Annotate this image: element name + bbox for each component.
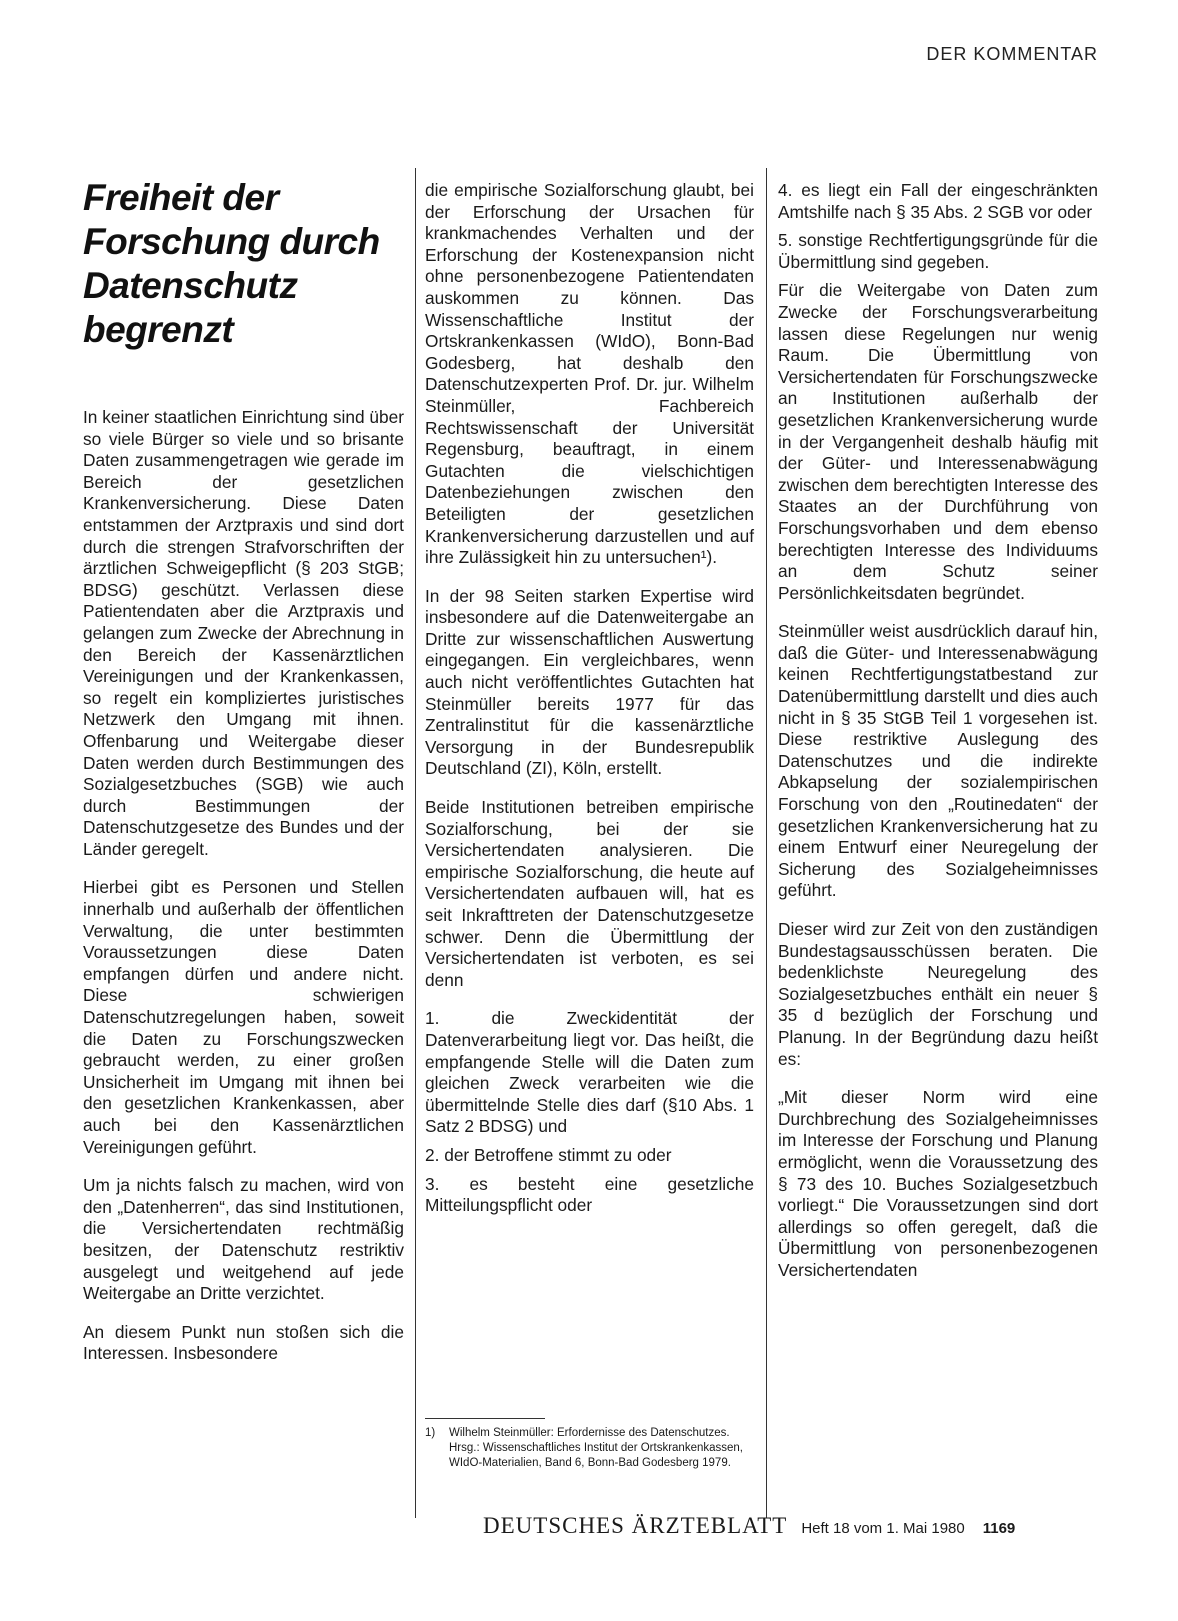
page-number: 1169	[982, 1520, 1016, 1537]
paragraph: Beide Institutionen betreiben empirische Sozialforschung, bei der sie Versichertendaten analysieren. Die empirische Sozialforschung, die heute auf Versichertendaten aufbauen will, hat es seit Inkrafttreten der Datenschutzgesetze schwer. Denn die Übermittlung der Versichertendaten ist verboten, es sei denn	[425, 797, 754, 990]
paragraph: In keiner staatlichen Einrichtung sind über so viele Bürger so viele und so brisante Daten zusammengetragen wie gerade im Bereich der gesetzlichen Krankenversicherung. Diese Daten entstammen der Arztpraxis und sind dort durch die strengen Strafvorschriften der ärztlichen Schweigepflicht (§ 203 StGB; BDSG) geschützt. Verlassen diese Patientendaten aber die Arztpraxis und gelangen zum Zwecke der Abrechnung in den Bereich der Kassenärztlichen Vereinigungen und der Krankenkassen, so regelt ein kompliziertes juristisches Netzwerk den Umgang mit ihnen. Offenbarung und Weitergabe dieser Daten werden durch Bestimmungen des Sozialgesetzbuches (SGB) wie auch durch Bestimmungen der Datenschutzgesetze des Bundes und der Länder geregelt.	[83, 407, 404, 859]
footnote-number: 1)	[425, 1427, 436, 1439]
column-divider	[766, 168, 767, 1518]
footnote	[425, 1426, 753, 1471]
paragraph: Um ja nichts falsch zu machen, wird von den „Datenherren“, das sind Institutionen, die Versichertendaten rechtmäßig besitzen, der Datenschutz restriktiv ausgelegt und weitgehend auf jede Weitergabe an Dritte verzichtet.	[83, 1175, 404, 1304]
issue-info: Heft 18 vom 1. Mai 1980	[801, 1520, 965, 1537]
paragraph: In der 98 Seiten starken Expertise wird insbesondere auf die Datenweitergabe an Dritte zur wissenschaftlichen Auswertung eingegangen. Ein vergleichbares, wenn auch nicht veröffentlichtes Gutachten hat Steinmüller bereits 1977 für das Zentralinstitut für die kassenärztliche Versorgung in der Bundesrepublik Deutschland (ZI), Köln, erstellt.	[425, 585, 754, 779]
list-item: 1. die Zweckidentität der Datenverarbeitung liegt vor. Das heißt, die empfangende Stelle will die Daten zum gleichen Zweck verarbeiten wie die übermittelnde Stelle dies darf (§10 Abs. 1 Satz 2 BDSG) und	[425, 1008, 754, 1137]
journal-name: DEUTSCHES ÄRZTEBLATT	[483, 1513, 788, 1538]
paragraph: Für die Weitergabe von Daten zum Zwecke der Forschungsverarbeitung lassen diese Regelungen nur wenig Raum. Die Übermittlung von Versichertendaten für Forschungszwecke an Institutionen außerhalb der gesetzlichen Krankenversicherung wurde in der Vergangenheit deshalb häufig mit der Güter- und Interessenabwägung zwischen dem berechtigten Interesse des Staates an der Durchführung von Forschungsvorhaben und dem ebenso berechtigten Interesse des Individuums an dem Schutz seiner Persönlichkeitsdaten begründet.	[778, 280, 1098, 603]
paragraph: „Mit dieser Norm wird eine Durchbrechung des Sozialgeheimnisses im Interesse der Forschung und Planung ermöglicht, wenn die Voraussetzung des § 73 des 10. Buches Sozialgesetzbuch vorliegt.“ Die Voraussetzungen sind dort allerdings so offen geregelt, daß die Übermittlung von personenbezogenen Versichertendaten	[778, 1087, 1098, 1280]
footnote-text: Wilhelm Steinmüller: Erfordernisse des Datenschutzes. Hrsg.: Wissenschaftliches Institut der Ortskrankenkassen, WIdO-Materialien, Band 6, Bonn-Bad Godesberg 1979.	[449, 1427, 743, 1469]
paragraph: Hierbei gibt es Personen und Stellen innerhalb und außerhalb der öffentlichen Verwaltung, die unter bestimmten Voraussetzungen diese Daten empfangen dürfen und andere nicht. Diese schwierigen Datenschutzregelungen haben, soweit die Daten zu Forschungszwecken gebraucht werden, zu einer großen Unsicherheit im Umgang mit ihnen bei den gesetzlichen Krankenkassen, aber auch bei den Kassenärztlichen Vereinigungen geführt.	[83, 877, 404, 1157]
list-item: 5. sonstige Rechtfertigungsgründe für die Übermittlung sind gegeben.	[778, 230, 1098, 272]
list-item: 2. der Betroffene stimmt zu oder	[425, 1144, 672, 1165]
paragraph: Dieser wird zur Zeit von den zuständigen Bundestagsausschüssen beraten. Die bedenklichste Neuregelung des Sozialgesetzbuches enthält ein neuer § 35 d bezüglich der Forschung und Planung. In der Begründung dazu heißt es:	[778, 919, 1098, 1069]
paragraph: An diesem Punkt nun stoßen sich die Interessen. Insbesondere	[83, 1321, 404, 1364]
list-item: 4. es liegt ein Fall der eingeschränkten Amtshilfe nach § 35 Abs. 2 SGB vor oder	[778, 180, 1098, 222]
article-title: Freiheit der Forschung durch Datenschutz begrenzt	[83, 177, 380, 350]
paragraph: Steinmüller weist ausdrücklich darauf hin, daß die Güter- und Interessenabwägung keinen Rechtfertigungstatbestand zur Datenübermittlung darstellt und dies auch nicht in § 35 StGB Teil 1 vorgesehen ist. Diese restriktive Auslegung des Datenschutzes und die indirekte Abkapselung der sozialempirischen Forschung von den „Routinedaten“ der gesetzlichen Krankenversicherung hat zu einem Entwurf einer Neuregelung der Sicherung des Sozialgeheimnisses geführt.	[778, 621, 1098, 901]
article-column-2	[425, 180, 754, 1224]
article-column-3	[778, 180, 1098, 1299]
list-item: 3. es besteht eine gesetzliche Mitteilungspflicht oder	[425, 1173, 754, 1216]
article-column-1	[83, 407, 404, 1382]
column-divider	[415, 168, 416, 1518]
section-label: DER KOMMENTAR	[926, 44, 1098, 64]
footnote-rule	[425, 1418, 545, 1419]
paragraph: die empirische Sozialforschung glaubt, bei der Erforschung der Ursachen für krankmachendes Verhalten und der Erforschung der Kostenexpansion nicht ohne personenbezogene Patientendaten auskommen zu können. Das Wissenschaftliche Institut der Ortskrankenkassen (WIdO), Bonn-Bad Godesberg, hat deshalb den Datenschutzexperten Prof. Dr. jur. Wilhelm Steinmüller, Fachbereich Rechtswissenschaft der Universität Regensburg, beauftragt, in einem Gutachten die vielschichtigen Datenbeziehungen zwischen den Beteiligten der gesetzlichen Krankenversicherung darzustellen und auf ihre Zulässigkeit hin zu untersuchen¹).	[425, 180, 754, 568]
page-footer	[483, 1513, 1015, 1539]
